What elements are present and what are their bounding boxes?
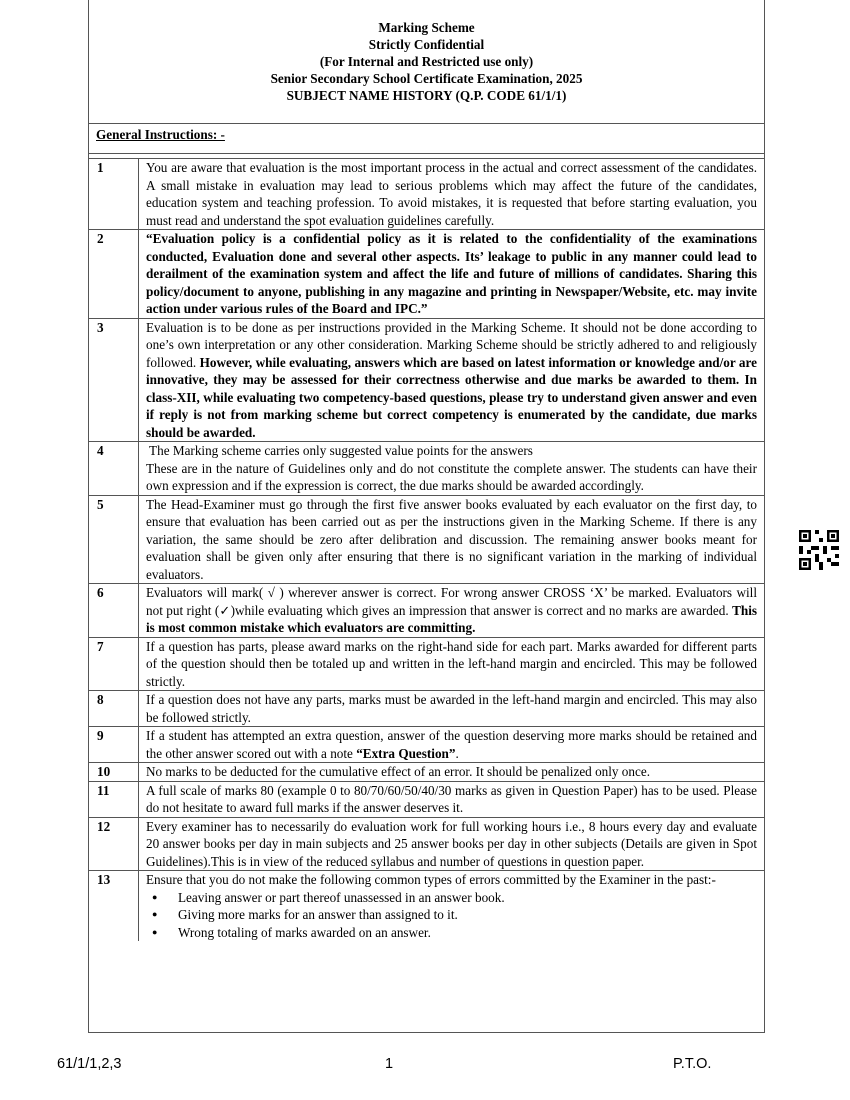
instruction-row <box>89 159 764 230</box>
instruction-row <box>89 727 764 763</box>
instruction-text: A full scale of marks 80 (example 0 to 80/70/60/50/40/30 marks as given in Question Paper) has to be used. Please do not hesitate to award full marks if the answer deserves it. <box>146 782 757 815</box>
instruction-text: The Head-Examiner must go through the first five answer books evaluated by each evaluator on the first day, to ensure that evaluation has been carried out as per the instructions given in the Marking Scheme. If there is any variation, the same should be zero after delibration and discussion. The remaining answer books meant for evaluation shall be given only after ensuring that there is no significant variation in the marking of individual evaluators. <box>146 496 757 582</box>
instruction-text: No marks to be deducted for the cumulative effect of an error. It should be penalized only once. <box>146 764 650 779</box>
error-list <box>146 889 757 942</box>
header-exam: Senior Secondary School Certificate Examination, 2025 <box>270 71 583 86</box>
instruction-number: 2 <box>89 230 139 318</box>
instruction-number: 6 <box>89 584 139 637</box>
instruction-number: 11 <box>89 782 139 817</box>
instruction-row <box>89 638 764 692</box>
list-item: ● Leaving answer or part thereof unassessed in an answer book. <box>146 889 757 907</box>
instruction-text: Evaluation is to be done as per instructions provided in the Marking Scheme. It should not be done according to one’s own interpretation or any other consideration. Marking Scheme should be strictly adhered to and religiously followed. However, while evaluating, answers which are based on latest information or knowledge and/or are innovative, they may be assessed for their correctness otherwise and due marks be awarded to them. In class-XII, while evaluating two competency-based questions, please try to understand given answer and even if reply is not from marking scheme but correct competency is enumerated by the candidate, due marks should be awarded. <box>146 319 757 440</box>
instruction-number: 9 <box>89 727 139 762</box>
instruction-text: If a question has parts, please award marks on the right-hand side for each part. Marks awarded for different parts of the question should then be totaled up and written in the left-hand margin and encircled. This may be followed strictly. <box>146 638 757 689</box>
header-subject: SUBJECT NAME HISTORY (Q.P. CODE 61/1/1) <box>286 88 567 103</box>
instruction-text: You are aware that evaluation is the most important process in the actual and correct assessment of the candidates. A small mistake in evaluation may lead to serious problems which may affect the future of the candidates, education system and teaching profession. To avoid mistakes, it is requested that before starting evaluation, you must read and understand the spot evaluation guidelines carefully. <box>146 160 757 228</box>
header-title: Marking Scheme <box>378 20 475 35</box>
instruction-number: 8 <box>89 691 139 726</box>
instruction-row <box>89 691 764 727</box>
instruction-number: 1 <box>89 159 139 229</box>
instruction-number: 10 <box>89 763 139 781</box>
instruction-number: 12 <box>89 818 139 871</box>
instructions-list <box>89 159 764 941</box>
instruction-row <box>89 230 764 319</box>
general-instructions-heading: General Instructions: - <box>89 124 764 154</box>
instruction-row <box>89 763 764 782</box>
qr-code-icon <box>799 530 839 570</box>
instruction-text: Every examiner has to necessarily do evaluation work for full working hours i.e., 8 hours every day and evaluate 20 answer books per day in main subjects and 25 answer books per day in other subjects (Details are given in Spot Guidelines).This is in view of the reduced syllabus and number of questions in question paper. <box>146 818 757 869</box>
header-confidential: Strictly Confidential <box>368 37 485 52</box>
instruction-row <box>89 319 764 443</box>
list-item: ● Giving more marks for an answer than assigned to it. <box>146 906 757 924</box>
instruction-text: Evaluators will mark( √ ) wherever answer is correct. For wrong answer CROSS ‘X’ be marked. Evaluators will not put right (✓)while evaluating which gives an impression that answer is correct and no marks are awarded. This is most common mistake which evaluators are committing. <box>146 585 757 635</box>
instruction-text: If a student has attempted an extra question, answer of the question deserving more marks should be retained and the other answer scored out with a note “Extra Question”. <box>146 728 757 761</box>
instruction-number: 13 <box>89 871 139 941</box>
instruction-row <box>89 496 764 585</box>
instruction-row <box>89 442 764 496</box>
marking-scheme-table <box>88 0 765 1033</box>
instruction-text: Ensure that you do not make the following common types of errors committed by the Examiner in the past:- ● Leaving answer or part thereof unassessed in an answer book. ● Giving more marks for an answer than assigned to it. ● Wrong totaling of marks awarded on an answer. <box>139 871 764 941</box>
page-number: 1 <box>385 1056 394 1072</box>
list-item: ● Wrong totaling of marks awarded on an answer. <box>146 924 757 942</box>
document-header <box>89 0 764 124</box>
instruction-number: 3 <box>89 319 139 442</box>
instruction-text: If a question does not have any parts, marks must be awarded in the left-hand margin and encircled. This may also be followed strictly. <box>146 692 757 725</box>
instruction-row <box>89 584 764 638</box>
instruction-number: 4 <box>89 442 139 495</box>
instruction-number: 5 <box>89 496 139 584</box>
paper-code: 61/1/1,2,3 <box>57 1056 122 1072</box>
pto-label: P.T.O. <box>673 1056 712 1072</box>
instruction-text: “Evaluation policy is a confidential policy as it is related to the confidentiality of the examinations conducted, Evaluation done and several other aspects. Its’ leakage to public in any manner could lead to derailment of the examination system and affect the life and future of millions of candidates. Sharing this policy/document to anyone, publishing in any magazine and printing in Newspaper/Website, etc. may invite action under various rules of the Board and IPC.” <box>146 231 757 316</box>
instruction-row <box>89 871 764 941</box>
instruction-row <box>89 782 764 818</box>
instruction-row <box>89 818 764 872</box>
header-restricted: (For Internal and Restricted use only) <box>319 54 534 69</box>
instruction-number: 7 <box>89 638 139 691</box>
instruction-text: The Marking scheme carries only suggested value points for the answers These are in the nature of Guidelines only and do not constitute the complete answer. The students can have their own expression and if the expression is correct, the due marks should be awarded accordingly. <box>146 443 757 493</box>
